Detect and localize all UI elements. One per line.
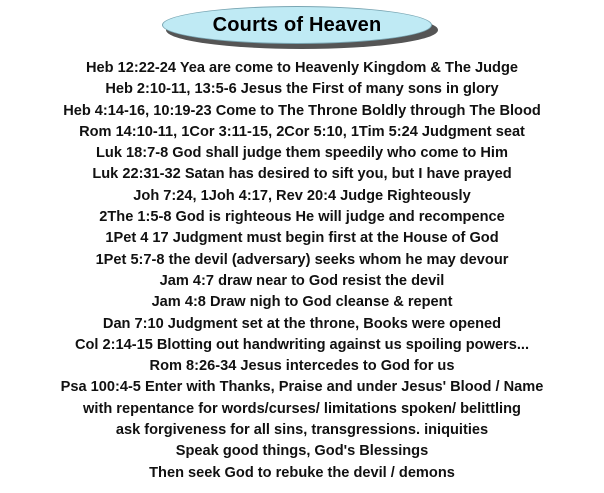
title-oval bbox=[162, 6, 432, 44]
scripture-line: Luk 22:31-32 Satan has desired to sift you, but I have prayed bbox=[92, 166, 512, 183]
scripture-line: with repentance for words/curses/ limitations spoken/ belittling bbox=[83, 400, 521, 417]
title-banner bbox=[162, 6, 440, 48]
scripture-line: Jam 4:8 Draw nigh to God cleanse & repent bbox=[151, 294, 453, 311]
scripture-line: 1Pet 5:7-8 the devil (adversary) seeks whom he may devour bbox=[95, 251, 509, 268]
scripture-line: Psa 100:4-5 Enter with Thanks, Praise and under Jesus' Blood / Name bbox=[60, 379, 544, 396]
scripture-line: 1Pet 4 17 Judgment must begin first at the House of God bbox=[105, 230, 499, 247]
scripture-line: Dan 7:10 Judgment set at the throne, Books were opened bbox=[102, 315, 502, 332]
scripture-line: Heb 2:10-11, 13:5-6 Jesus the First of many sons in glory bbox=[105, 81, 499, 98]
scripture-line: Rom 14:10-11, 1Cor 3:11-15, 2Cor 5:10, 1Tim 5:24 Judgment seat bbox=[79, 123, 525, 140]
scripture-line: 2The 1:5-8 God is righteous He will judge and recompence bbox=[99, 209, 505, 226]
scripture-line: Rom 8:26-34 Jesus intercedes to God for us bbox=[149, 358, 455, 375]
scripture-line: Speak good things, God's Blessings bbox=[175, 443, 429, 460]
scripture-line: Joh 7:24, 1Joh 4:17, Rev 20:4 Judge Righteously bbox=[133, 187, 471, 204]
scripture-line: Jam 4:7 draw near to God resist the devil bbox=[159, 272, 445, 289]
page-title: Courts of Heaven bbox=[212, 13, 382, 36]
scripture-list bbox=[0, 58, 604, 484]
scripture-line: Then seek God to rebuke the devil / demons bbox=[149, 464, 455, 481]
scripture-line: Heb 12:22-24 Yea are come to Heavenly Kingdom & The Judge bbox=[85, 60, 519, 76]
scripture-line: Luk 18:7-8 God shall judge them speedily who come to Him bbox=[96, 145, 508, 162]
scripture-line: Heb 4:14-16, 10:19-23 Come to The Throne Boldly through The Blood bbox=[63, 102, 541, 119]
scripture-line: Col 2:14-15 Blotting out handwriting against us spoiling powers... bbox=[74, 336, 530, 353]
scripture-line: ask forgiveness for all sins, transgressions. iniquities bbox=[115, 422, 489, 439]
